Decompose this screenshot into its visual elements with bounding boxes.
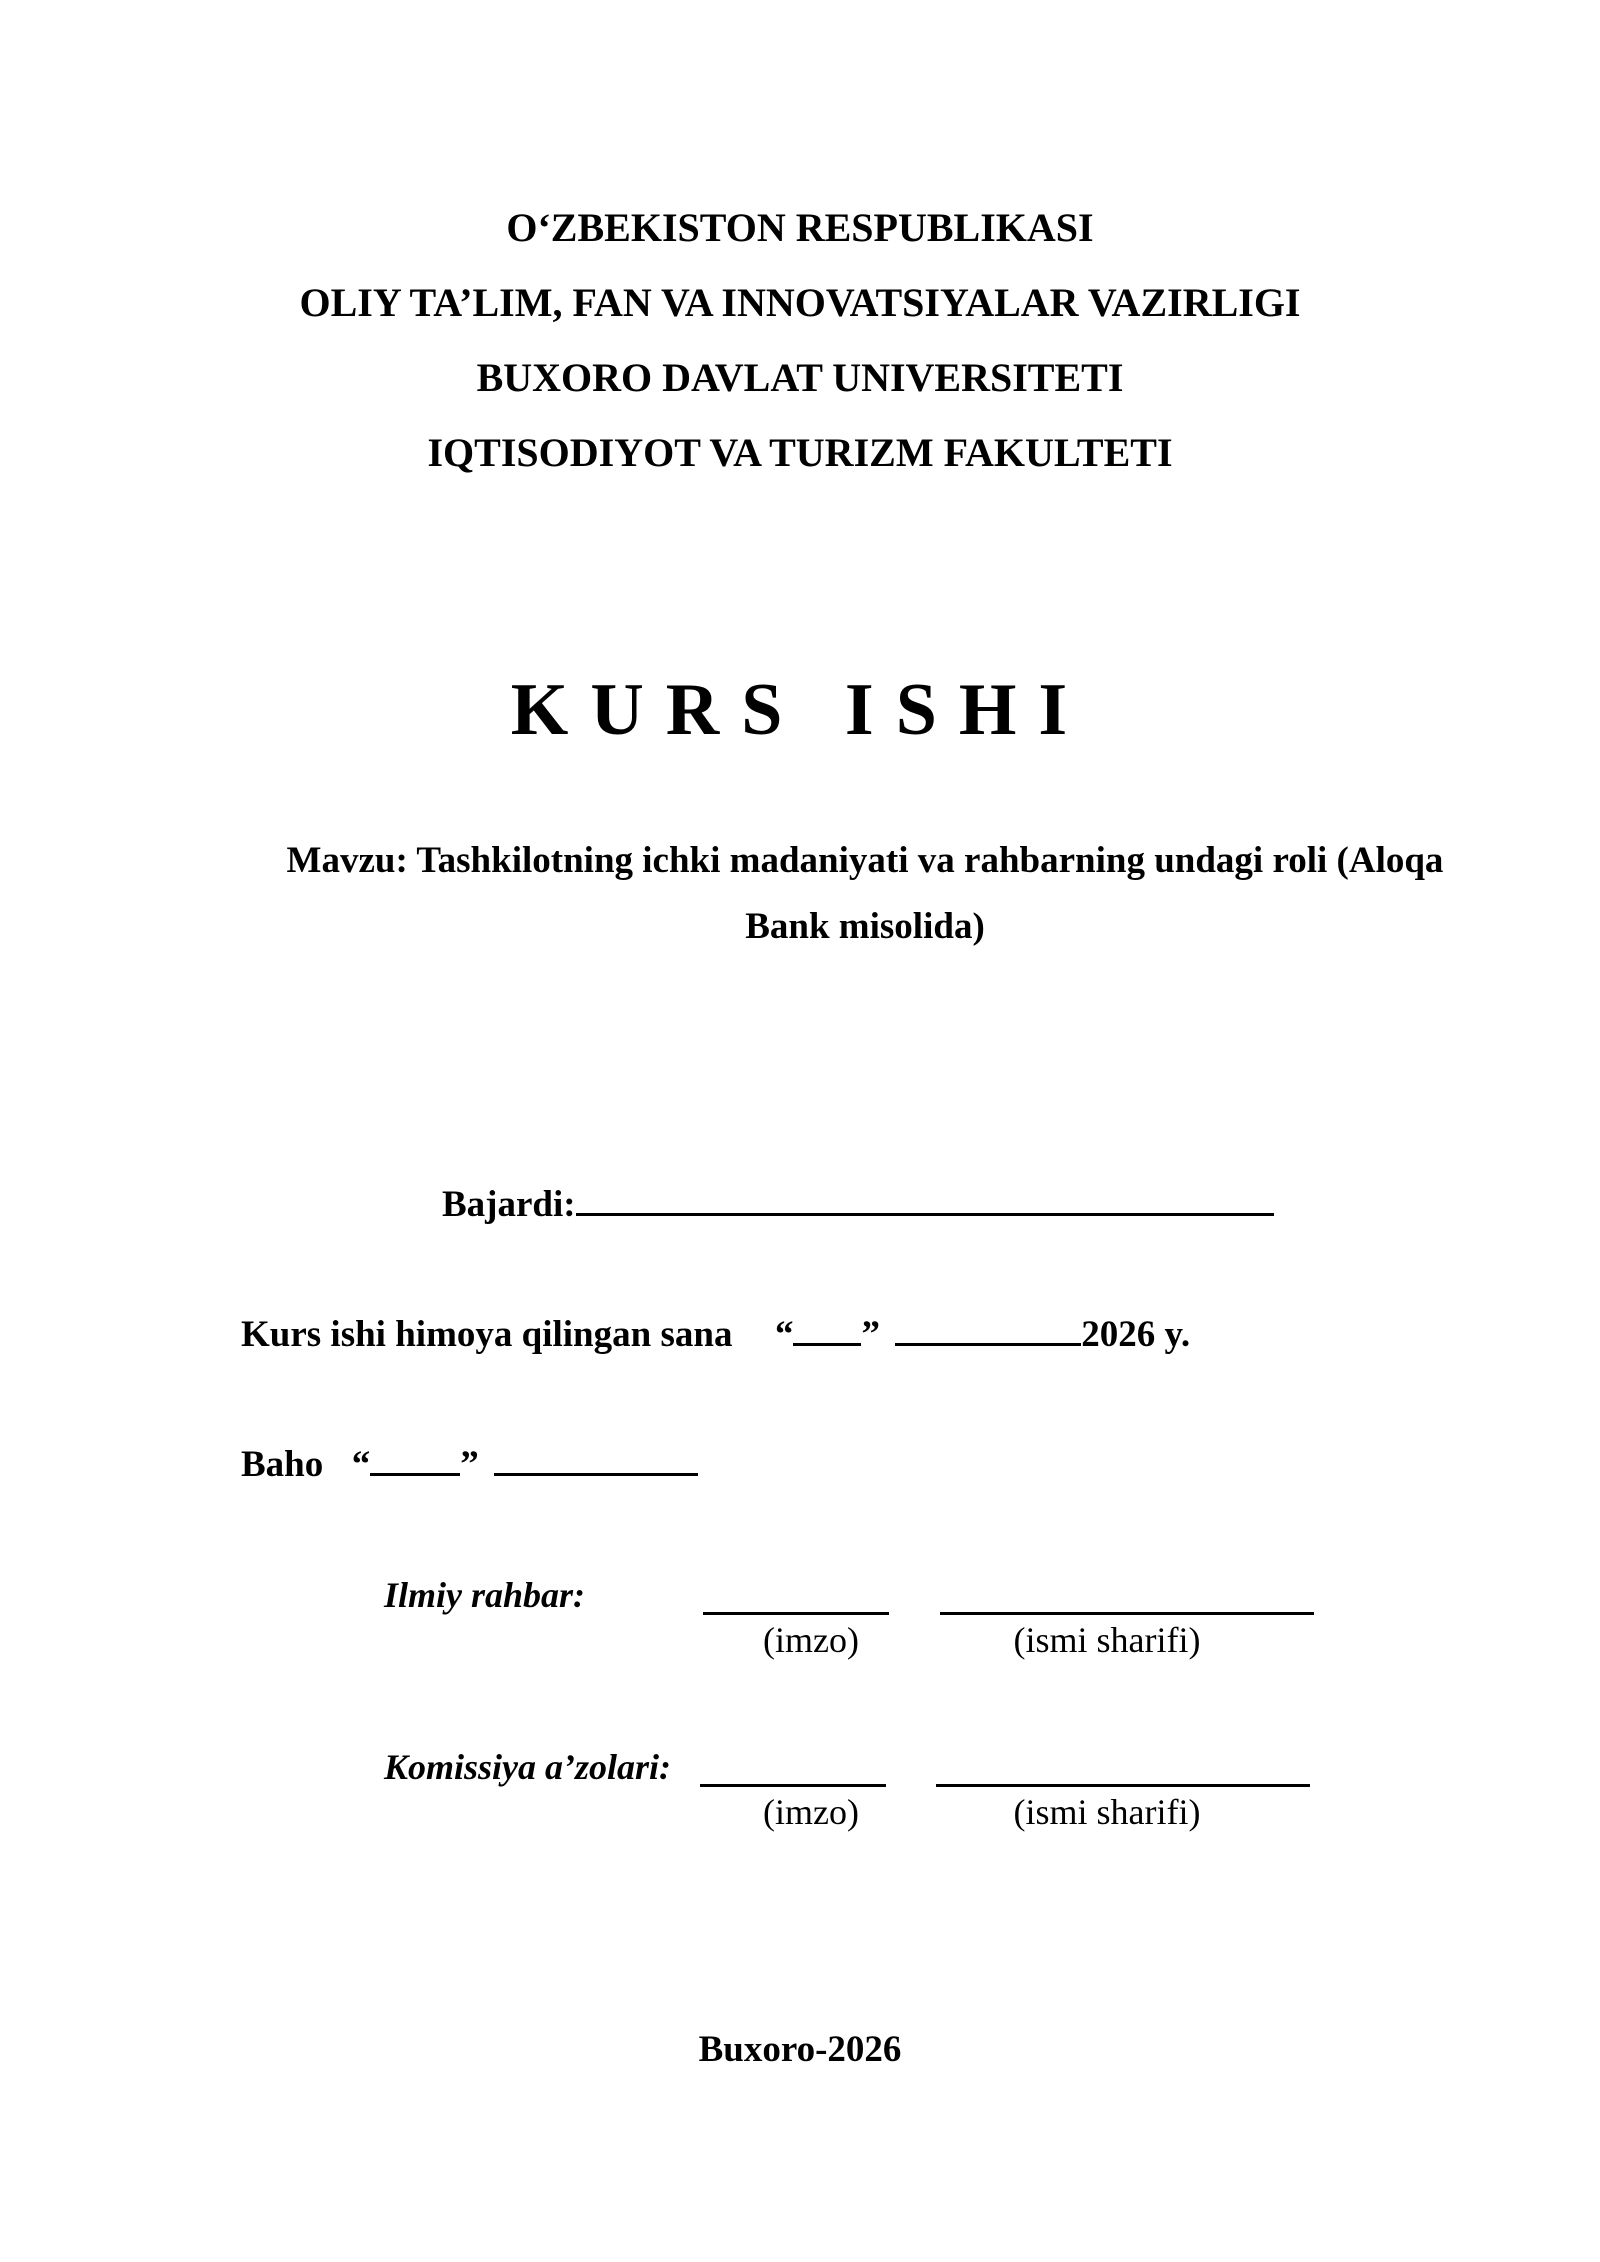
defense-date-row: [241, 1310, 1190, 1360]
commission-signature-line: [700, 1784, 886, 1787]
defense-date-label: Kurs ishi himoya qilingan sana: [241, 1314, 733, 1355]
supervisor-name-caption: (ismi sharifi): [1013, 1620, 1201, 1660]
grade-row: [241, 1440, 698, 1490]
supervisor-signature-caption: (imzo): [763, 1620, 859, 1660]
header-university: BUXORO DAVLAT UNIVERSITETI: [476, 355, 1124, 400]
grade-open-quote: “: [351, 1444, 371, 1485]
place-year-footer: Buxoro-2026: [698, 2029, 902, 2070]
commission-name-caption: (ismi sharifi): [1013, 1792, 1201, 1832]
grade-close-quote: ”: [460, 1444, 479, 1485]
defense-day-open-quote: “: [774, 1314, 794, 1355]
defense-day-close-quote: ”: [861, 1314, 880, 1355]
bajardi-blank: [576, 1181, 1274, 1216]
grade-label: Baho: [241, 1444, 324, 1485]
topic-text: Mavzu: Tashkilotning ichki madaniyati va rahbarning undagi roli (Aloqa Bank misolida): [286, 840, 1444, 947]
header-country: O‘ZBEKISTON RESPUBLIKASI: [506, 205, 1094, 250]
document-title: KURS ISHI: [510, 669, 1090, 751]
bajardi-row: [442, 1180, 1274, 1230]
header-ministry: OLIY TA’LIM, FAN VA INNOVATSIYALAR VAZIRLIGI: [299, 280, 1301, 325]
supervisor-label: Ilmiy rahbar:: [384, 1575, 586, 1615]
commission-name-line: [936, 1784, 1310, 1787]
commission-label: Komissiya a’zolari:: [384, 1747, 672, 1787]
commission-signature-caption: (imzo): [763, 1792, 859, 1832]
header-faculty: IQTISODIYOT VA TURIZM FAKULTETI: [427, 430, 1173, 475]
defense-day-blank: [793, 1311, 861, 1346]
defense-month-blank: [895, 1311, 1081, 1346]
supervisor-signature-line: [703, 1612, 889, 1615]
grade-score-blank: [370, 1441, 460, 1476]
grade-word-blank: [494, 1441, 698, 1476]
supervisor-name-line: [940, 1612, 1314, 1615]
bajardi-label: Bajardi:: [442, 1184, 576, 1225]
institution-header: [0, 190, 1600, 490]
defense-year: 2026 y.: [1081, 1314, 1191, 1355]
